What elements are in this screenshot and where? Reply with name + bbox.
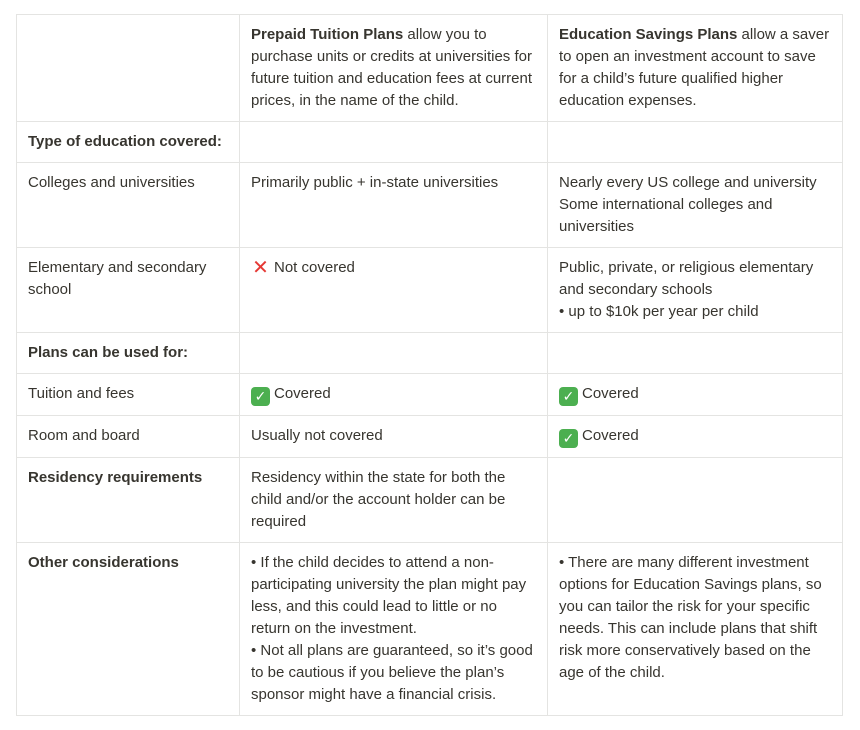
tuition-label: Tuition and fees (17, 374, 240, 416)
comparison-table (16, 14, 843, 716)
elementary-label: Elementary and secondary school (17, 248, 240, 333)
check-mark-icon: ✓ (559, 429, 578, 448)
room-savings-value: Covered (582, 427, 639, 444)
other-prepaid-point-1: • If the child decides to attend a non-participating university the plan might pay less, and this could lead to little or no return on the investment. (251, 554, 527, 637)
table-row-room (17, 416, 843, 458)
room-label: Room and board (17, 416, 240, 458)
room-savings-cell (548, 416, 843, 458)
savings-plans-title: Education Savings Plans (559, 26, 738, 43)
empty-cell (548, 458, 843, 543)
check-mark-icon: ✓ (251, 387, 270, 406)
colleges-savings-value: Nearly every US college and university Some international colleges and universities (548, 163, 843, 248)
other-label: Other considerations (17, 543, 240, 716)
prepaid-plans-title: Prepaid Tuition Plans (251, 26, 404, 43)
other-prepaid-cell (240, 543, 548, 716)
header-row (17, 15, 843, 122)
used-for-label: Plans can be used for: (17, 333, 240, 374)
elementary-prepaid-cell (240, 248, 548, 333)
tuition-prepaid-cell (240, 374, 548, 416)
colleges-prepaid-value: Primarily public + in-state universities (240, 163, 548, 248)
prepaid-plans-description: allow you to purchase units or credits at universities for future tuition and education fees at current prices, in the name of the child. (251, 26, 533, 109)
elementary-savings-cell (548, 248, 843, 333)
table-row-residency (17, 458, 843, 543)
table-row-colleges (17, 163, 843, 248)
other-savings-value: • There are many different investment options for Education Savings plans, so you can tailor the risk for your specific needs. This can include plans that shift risk more conservatively based on the age of the child. (548, 543, 843, 716)
empty-cell (548, 122, 843, 163)
tuition-savings-value: Covered (582, 385, 639, 402)
elementary-savings-limit: • up to $10k per year per child (559, 303, 759, 320)
empty-cell (240, 122, 548, 163)
header-empty-cell (17, 15, 240, 122)
section-row-used-for (17, 333, 843, 374)
tuition-prepaid-value: Covered (274, 385, 331, 402)
empty-cell (240, 333, 548, 374)
elementary-prepaid-value: Not covered (274, 259, 355, 276)
table-row-tuition (17, 374, 843, 416)
colleges-label: Colleges and universities (17, 163, 240, 248)
residency-prepaid-value: Residency within the state for both the child and/or the account holder can be required (240, 458, 548, 543)
tuition-savings-cell (548, 374, 843, 416)
elementary-savings-value: Public, private, or religious elementary and secondary schools (559, 259, 814, 298)
type-covered-label: Type of education covered: (17, 122, 240, 163)
room-prepaid-value: Usually not covered (240, 416, 548, 458)
savings-plans-description: allow a saver to open an investment account to save for a child’s future qualified higher education expenses. (559, 26, 830, 109)
header-savings-cell (548, 15, 843, 122)
residency-label: Residency requirements (17, 458, 240, 543)
table-row-elementary (17, 248, 843, 333)
other-prepaid-point-2: • Not all plans are guaranteed, so it’s good to be cautious if you believe the plan’s sponsor might have a financial crisis. (251, 642, 533, 703)
header-prepaid-cell (240, 15, 548, 122)
section-row-type-covered (17, 122, 843, 163)
table-row-other (17, 543, 843, 716)
cross-mark-icon: ✕ (252, 257, 269, 279)
empty-cell (548, 333, 843, 374)
check-mark-icon: ✓ (559, 387, 578, 406)
